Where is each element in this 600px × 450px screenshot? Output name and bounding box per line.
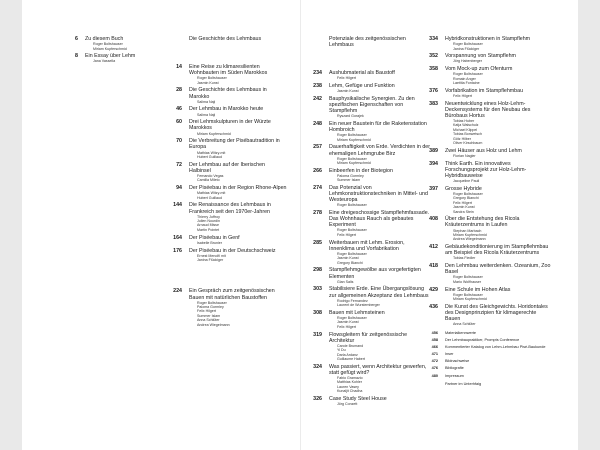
chapter-author: Matthias Kohler	[337, 380, 362, 385]
chapter-title: Die Kunst des Gleichgewichts. Horidontales des Designprinzipien für klimagerechte Bauen	[445, 303, 548, 323]
chapter-title: Der Piséebau in Genf	[189, 234, 240, 241]
chapter-author: Stephan Marbach	[453, 228, 482, 233]
chapter-author: Jana Vassella	[93, 59, 116, 64]
toc-entry	[424, 53, 552, 64]
chapter-title: Hybridkonstruktionen in Stampflehm	[445, 36, 531, 42]
toc-entry	[168, 87, 288, 104]
toc-entry	[424, 352, 552, 357]
chapter-author: Mathias Witzy-mit	[197, 150, 226, 155]
chapter-author: Tobias Huber	[453, 119, 475, 124]
toc-entry	[168, 119, 288, 136]
chapter-title: Den Lehmbau weiterdenken. Ozeanium, Zoo Basel	[445, 263, 551, 276]
chapter-author: Roger Boltshauser	[197, 300, 227, 305]
chapter-author: Jörg Conzett	[337, 402, 358, 407]
toc-entry	[424, 36, 552, 51]
chapter-author: Jasmin Kunst	[337, 89, 359, 94]
toc-entry	[424, 186, 552, 214]
toc-entry	[308, 168, 430, 183]
chapter-author: Miriam Kupferschmid	[453, 232, 487, 237]
page-number: 394	[429, 160, 438, 167]
page-number: 248	[313, 121, 322, 128]
chapter-title: Lehm, Gefüge und Funktion	[329, 83, 395, 90]
chapter-title: Zwei Häuser aus Holz und Lehm	[445, 147, 522, 154]
page-number: 466	[431, 344, 438, 349]
chapter-author: Ryszard Gorajek	[337, 114, 364, 119]
toc-entry	[424, 304, 552, 327]
toc-entry	[424, 216, 552, 241]
chapter-author: Ernest Menolfi mit	[197, 253, 226, 258]
chapter-title: Eine dreigeschossige Stampflehmfassade. Das Wohnhaus Rauch als gebautes Experiment	[329, 210, 430, 229]
toc-entry	[424, 374, 552, 379]
chapter-author: Roger Boltshauser	[453, 72, 483, 77]
chapter-title: Zu diesem Buch	[85, 36, 124, 42]
chapter-author: Sandra Stein	[453, 209, 474, 214]
toc-column-3	[308, 36, 430, 409]
toc-entry	[424, 331, 552, 336]
page-number: 257	[313, 144, 322, 151]
chapter-author: Julien Nourdin	[197, 219, 220, 224]
page-number: 266	[313, 167, 322, 174]
toc-entry	[424, 366, 552, 371]
chapter-author: Arnaud Misse	[197, 223, 219, 228]
page-number: 472	[431, 359, 438, 364]
chapter-author: Florian Nagler	[453, 153, 476, 158]
page-number: 303	[313, 286, 322, 293]
chapter-title: Der Piséebau in der Deutschschweiz	[189, 247, 276, 254]
chapter-title: Flowsgleitern für zeitgenössische Architektur	[329, 331, 408, 344]
chapter-author: Felix Hilgert	[453, 93, 472, 98]
page-number: 436	[429, 303, 438, 310]
page-number: 94	[176, 185, 182, 192]
page-number: 412	[429, 244, 438, 251]
chapter-author: Roger Boltshauser	[337, 133, 367, 138]
chapter-title: Case Study Steel House	[329, 395, 387, 402]
chapter-author: Jasmin Kunst	[453, 205, 475, 210]
toc-entry	[308, 267, 430, 284]
chapter-title: Eine Schule im Hohen Atlas	[445, 286, 511, 293]
toc-entry	[308, 364, 430, 394]
chapter-title: Über die Entstehung des Ricola Kräuterzentrums in Laufen	[445, 216, 520, 229]
chapter-author: Roger Boltshauser	[337, 156, 367, 161]
chapter-author: Jasmin Kunst	[337, 320, 359, 325]
chapter-author: Jörg Habenberger	[453, 59, 482, 64]
page-number: 383	[429, 100, 438, 107]
chapter-author: Miriam Kupferschmid	[197, 131, 231, 136]
toc-column-2	[168, 36, 288, 329]
page-number: 28	[176, 87, 182, 94]
chapter-author: Roger Boltshauser	[453, 42, 483, 47]
page-number: 476	[431, 366, 438, 371]
toc-entry	[424, 263, 552, 284]
page-number: 326	[313, 395, 322, 402]
page-number: 298	[313, 267, 322, 274]
chapter-title: Ein Essay über Lehm	[85, 53, 136, 60]
page-number: 480	[431, 373, 438, 378]
chapter-author: Guillaume Habert	[337, 356, 365, 361]
chapter-author: Jasmin Kunst	[337, 256, 359, 261]
chapter-title: Stabilisiere Erde. Eine Übergangslösung zur allgemeinen Akzeptanz des Lehmbaus	[329, 286, 429, 299]
toc-entry	[308, 83, 430, 94]
chapter-author: Fabio Gramazio	[337, 375, 363, 380]
page-number: 234	[313, 70, 322, 77]
chapter-author: Mathias Witzy-mit	[197, 191, 226, 196]
chapter-author: Paloma Gormley	[337, 173, 364, 178]
chapter-title: Neuentwicklung eines Holz-Lehm-Deckensystems für den Neubau des Bürobaus Hortus	[445, 100, 531, 119]
chapter-author: Tobias Fiedler	[453, 256, 476, 261]
chapter-author: Roger Boltshauser	[453, 275, 483, 280]
page-number: 60	[176, 119, 182, 126]
page-number: 397	[429, 185, 438, 192]
section-title-history: Die Geschichte des Lehmbaus	[189, 36, 262, 42]
toc-entry	[308, 96, 430, 119]
chapter-title: Kommentierter Katalog von Lehm-Lehmbau Pisé-Baukunde	[445, 344, 546, 349]
toc-entry	[308, 240, 430, 265]
toc-column-4	[424, 36, 552, 387]
chapter-author: Gregory Bianchi	[337, 260, 363, 265]
chapter-author: Miriam Kupferschmid	[337, 137, 371, 142]
section-title-potential: Potenziale des zeitgenössischen Lehmbaus	[329, 36, 406, 49]
toc-entry	[308, 210, 430, 237]
toc-entry	[168, 106, 288, 117]
chapter-author: Roger Boltshauser	[337, 315, 367, 320]
chapter-author: Jasmin Kunst	[197, 80, 219, 85]
chapter-title: Die Verbreitung der Pisébautradition in Europa	[189, 138, 280, 151]
page-number: 429	[429, 286, 438, 293]
chapter-author: Felix Hilgert	[337, 76, 356, 81]
chapter-author: Salima Naji	[197, 112, 216, 117]
chapter-author: Felix Hilgert	[453, 200, 472, 205]
chapter-title: Bibliografie	[445, 366, 464, 371]
chapter-author: Roger Boltshauser	[337, 203, 367, 208]
page-number: 176	[173, 247, 182, 254]
page-number: 408	[429, 216, 438, 223]
chapter-author: Anna Schlüter	[453, 322, 476, 327]
chapter-author: Laurent de Wurstemberger	[337, 303, 380, 308]
page-number: 358	[429, 66, 438, 73]
chapter-author: Anna Schlüter	[197, 318, 220, 323]
chapter-author: Roger Boltshauser	[453, 191, 483, 196]
page-number: 70	[176, 138, 182, 145]
toc-entry	[424, 244, 552, 261]
chapter-title: Weiterbauen mit Lehm. Erosion, Innenklima und Vorfabrikation	[329, 239, 405, 252]
chapter-author: Paloma Gormley	[197, 305, 224, 310]
toc-entry	[168, 138, 288, 159]
chapter-title: Vom Mock-up zum Ofenturm	[445, 66, 513, 73]
toc-entry	[168, 202, 288, 232]
chapter-author: Camilla Mileto	[197, 178, 220, 183]
chapter-author: Hubert Guillaud	[197, 195, 222, 200]
toc-entry	[424, 101, 552, 146]
chapter-author: Roger Boltshauser	[453, 292, 483, 297]
chapter-author: Lauren Vasey	[337, 384, 359, 389]
toc-entry	[424, 345, 552, 350]
toc-entry	[308, 286, 430, 307]
page-number: 6	[75, 36, 78, 42]
chapter-title: Impressum	[445, 373, 464, 378]
chapter-title: Think Earth. Ein innovatives Forschungsprojekt zur Holz-Lehm-Hybridbauweise	[445, 160, 527, 179]
chapter-title: Die Renaissance des Lehmbaus in Frankreich seit den 1970er-Jahren	[189, 202, 271, 215]
page-number: 72	[176, 161, 182, 168]
toc-entry	[308, 310, 430, 329]
page-number: 278	[313, 210, 322, 217]
page-number: 456	[431, 330, 438, 335]
chapter-author: Salima Naji	[197, 99, 216, 104]
chapter-title: Bauen mit Lehmsteinen	[329, 309, 385, 316]
page-number: 308	[313, 309, 322, 316]
toc-entry	[424, 161, 552, 184]
toc-entry	[424, 287, 552, 302]
toc-entry	[168, 64, 288, 85]
page-number: 324	[313, 363, 322, 370]
toc-entry	[64, 36, 182, 51]
chapter-author: Götz Hilber	[453, 136, 471, 141]
page-number: 319	[313, 331, 322, 338]
book-spread	[22, 0, 578, 450]
toc-column-1	[64, 36, 182, 66]
chapter-author: Thierry Joffroy	[197, 214, 220, 219]
chapter-author: Carole Brumand	[337, 343, 364, 348]
chapter-author: Roger Boltshauser	[337, 251, 367, 256]
toc-entry	[168, 185, 288, 200]
chapter-title: Vorspannung von Stampflehm	[445, 53, 516, 60]
chapter-author: Hubert Guillaud	[197, 154, 222, 159]
chapter-title: Aushubmaterial als Baustoff	[329, 70, 395, 77]
partner-note: Partner im Unterhfaig	[445, 382, 482, 387]
toc-entry	[424, 88, 552, 99]
page-number: 274	[313, 185, 322, 192]
chapter-title: Der Lehmbaupraktiker, Prompts Conference	[445, 337, 520, 342]
chapter-author: Romain Anger	[453, 76, 476, 81]
book-fold	[300, 0, 301, 450]
chapter-author: Andrea Wiegelmann	[197, 322, 230, 327]
chapter-title: Eine Reise zu klimaresilienten Wohnbauten im Süden Marokkos	[189, 64, 268, 77]
chapter-title: Das Potenzial von Lehmkonstruktionstechniken in Mittel- und Westeuropa	[329, 185, 428, 204]
page-number: 14	[176, 64, 182, 71]
chapter-author: Oliver Kirschbaum	[453, 141, 483, 146]
chapter-author: Katja Walschulz	[453, 123, 479, 128]
toc-entry	[168, 162, 288, 183]
chapter-title: Grosse Hybride	[445, 185, 482, 192]
toc-entry	[308, 121, 430, 142]
page-number: 458	[431, 337, 438, 342]
chapter-author: Miriam Kupferschmid	[337, 161, 371, 166]
chapter-title: Ein neuer Baustein für die Raketenstation Hombroich	[329, 121, 427, 134]
chapter-title: Der Piséebau in der Region Rhone-Alpen	[189, 185, 287, 192]
chapter-author: Janina Flückiger	[197, 258, 224, 263]
page-number: 285	[313, 239, 322, 246]
chapter-title: Dauerhaftigkeit von Erde. Verdichten in der ehemaligen Lehmgrube Birz	[329, 144, 430, 157]
chapter-author: Laetitia Fontaine	[453, 81, 480, 86]
chapter-author: Felix Hilgert	[337, 232, 356, 237]
toc-entry	[308, 144, 430, 165]
chapter-author: Fernando Vegas	[197, 173, 224, 178]
chapter-author: Roger Boltshauser	[93, 42, 123, 47]
chapter-title: Die Geschichte des Lehmbaus in Marokko	[189, 87, 267, 100]
page-number: 418	[429, 263, 438, 270]
chapter-author: Roger Boltshauser	[337, 228, 367, 233]
chapter-title: Was passiert, wenn Architektur gewerfen, statt gefügt wird?	[329, 363, 427, 376]
chapter-author: Roger Boltshauser	[197, 76, 227, 81]
chapter-author: Tobias Bonwetsch	[453, 132, 482, 137]
page-number: 389	[429, 147, 438, 154]
page-number: 376	[429, 87, 438, 94]
page-number: 164	[173, 234, 182, 241]
page-number: 242	[313, 95, 322, 102]
page-number: 238	[313, 83, 322, 90]
toc-entry	[308, 332, 430, 362]
toc-entry	[424, 66, 552, 85]
chapter-title: Bauphysikalische Synergien. Zu den spezifischen Eigenschaften von Stampflehm	[329, 95, 415, 115]
chapter-author: Gregory Bianchi	[453, 196, 479, 201]
chapter-author: Miriam Kupferschmid	[93, 46, 127, 51]
page-number: 144	[173, 202, 182, 209]
toc-entry	[168, 235, 288, 246]
chapter-author: Yi Du	[337, 348, 346, 353]
toc-entry	[308, 185, 430, 208]
chapter-author: Jacqueline Pauli	[453, 179, 480, 184]
chapter-author: Rodrigo Fernandez	[337, 298, 368, 303]
page-number: 224	[173, 288, 182, 295]
chapter-author: Isabelle Brunier	[197, 240, 222, 245]
chapter-author: Janina Flückiger	[453, 46, 480, 51]
chapter-author: Andrea Wiegelmann	[453, 237, 486, 242]
toc-entry	[168, 248, 288, 263]
chapter-author: Kunaljit Chadha	[337, 389, 363, 394]
chapter-author: Miriam Kupferschmid	[453, 297, 487, 302]
chapter-title: Der Lehmbau in Marokko heute	[189, 106, 264, 113]
chapter-author: Michael Klippel	[453, 127, 478, 132]
page-number: 46	[176, 106, 182, 113]
toc-entry	[308, 396, 430, 407]
chapter-author: Mario Wolfhauser	[453, 279, 482, 284]
chapter-author: Summer Islam	[337, 178, 361, 183]
chapter-author: Summer Islam	[197, 313, 221, 318]
page-number: 334	[429, 36, 438, 42]
toc-entry	[424, 359, 552, 364]
chapter-title: Ein Gespräch zum zeitgenössischen Bauen mit natürlichen Baustoffen	[189, 288, 275, 301]
chapter-author: Felix Hilgert	[337, 324, 356, 329]
chapter-title: Gebäudekonditionierung im Stampflehmbau am Beispiel des Ricola Kräuterzentrums	[445, 244, 549, 257]
chapter-title: Bildnachweise	[445, 359, 470, 364]
page-number: 352	[429, 53, 438, 60]
toc-entry	[424, 148, 552, 159]
page-number: 471	[431, 352, 438, 357]
chapter-title: Inser	[445, 352, 454, 357]
chapter-author: Martin Pointet	[197, 227, 220, 232]
chapter-author: Felix Hilgert	[197, 309, 216, 314]
page-number: 8	[75, 53, 78, 60]
chapter-title: Materialkennwerte	[445, 330, 477, 335]
toc-entry	[64, 53, 182, 64]
toc-entry	[168, 288, 288, 327]
chapter-author: Darla Ardanz	[337, 352, 358, 357]
chapter-title: Drei Lehmskulpturen in der Würzte Marokkos	[189, 119, 271, 132]
chapter-title: Stampflehmgewölbe aus vorgefertigten Elementen	[329, 267, 421, 280]
chapter-title: Der Lehmbau auf der Iberischen Halbinsel	[189, 161, 265, 174]
chapter-title: Einbeerfen in der Biotegion	[329, 167, 393, 174]
toc-entry	[424, 338, 552, 343]
chapter-title: Vorfabrikation im Stampflehmbau	[445, 87, 524, 94]
toc-entry	[308, 70, 430, 81]
chapter-author: Gian Salis	[337, 279, 354, 284]
